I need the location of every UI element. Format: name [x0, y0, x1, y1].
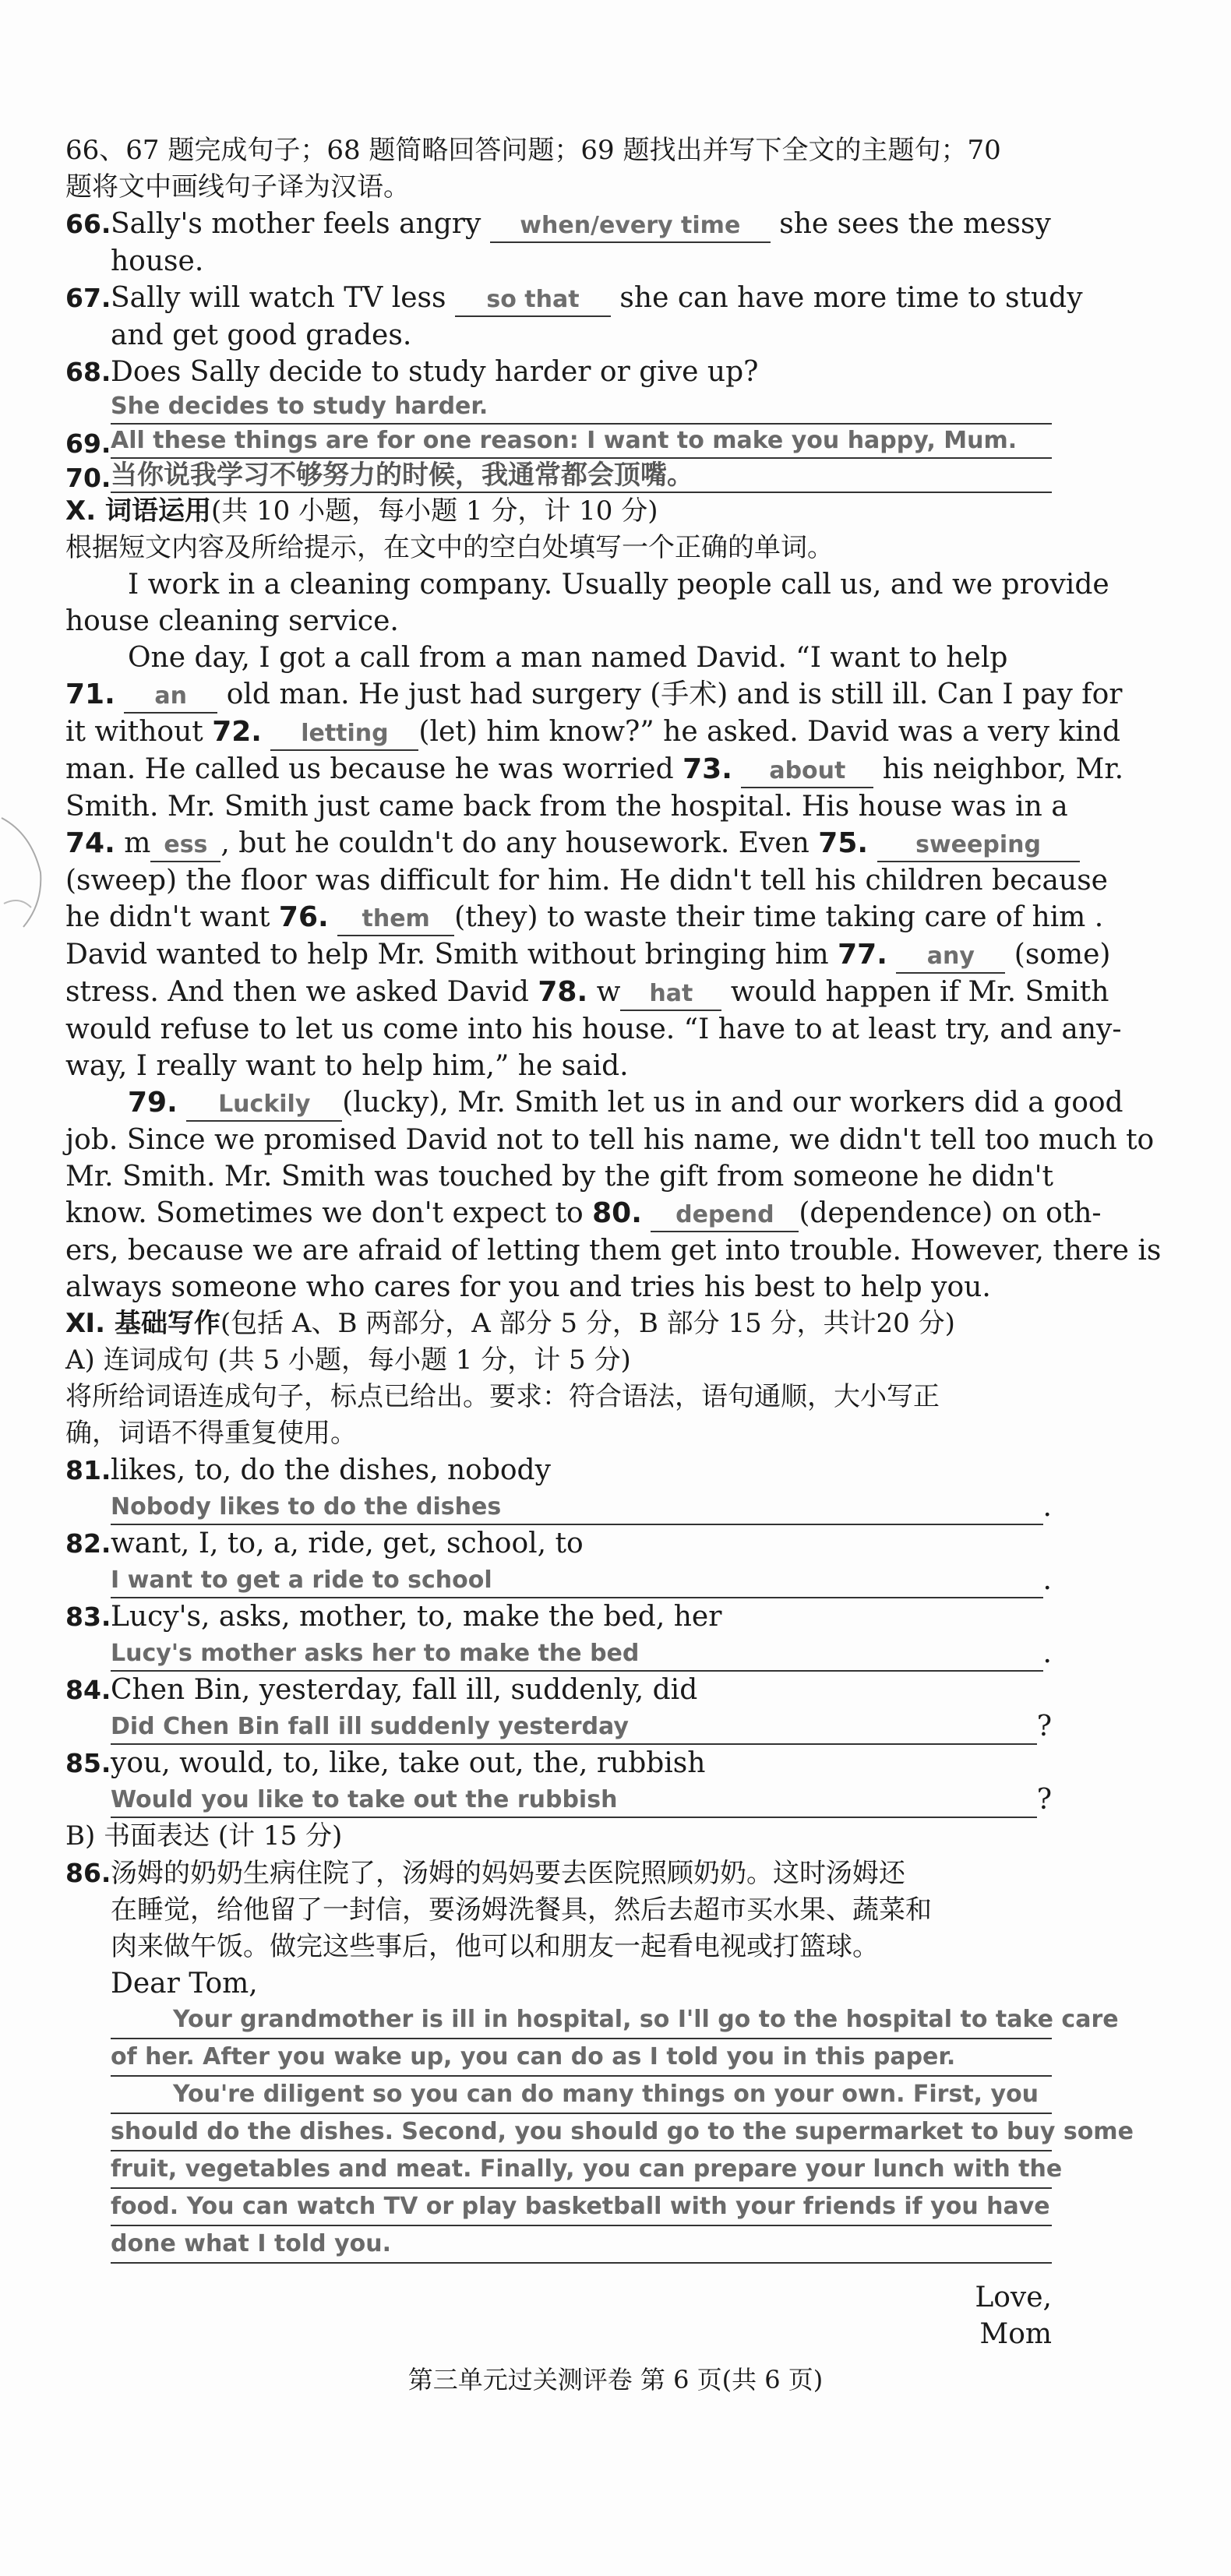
answer-line-83[interactable]: Lucy's mother asks her to make the bed [111, 1637, 1043, 1672]
answer-blank-66[interactable]: when/every time [490, 210, 771, 243]
question-number: 69. [65, 428, 111, 459]
worksheet-page [65, 132, 1162, 2352]
question-84: 84.Chen Bin, yesterday, fall ill, suddenly, did Did Chen Bin fall ill suddenly yesterday ? [65, 1672, 1052, 1745]
part-a-instruction-1: 将所给词语连成句子，标点已给出。要求：符合语法，语句通顺，大小写正 [65, 1381, 940, 1412]
question-number: 66. [65, 209, 111, 239]
question-83: 83.Lucy's, asks, mother, to, make the bed, her Lucy's mother asks her to make the bed . [65, 1598, 1052, 1672]
cloze-passage: I work in a cleaning company. Usually people call us, and we provide house cleaning service. One day, I got a call from a man named David. “I want to help 71. an old man. He just had surgery (手术) and is still ill. Can I pay for it without 72. letting (let) him know?” he asked. David was a very kind man. He called us because he was worried 73. about his neighbor, Mr. Smith. Mr. Smith just came back from the hospital. His house was in a 74. m ess , but he couldn't do any housework. Even 75. sweeping (sweep) the floor was difficult for him. He didn't tell his children because he didn't want 76. them (they) to waste their time taking care of him . David wanted to help Mr. Smith without bringing him 77. any (some) stress. And then we asked David 78. w hat would happen if Mr. Smith would refuse to let us come into his house. “I have to at least try, and any- way, I really want to help him,” he said. 79. Luckily (lucky), Mr. Smith let us in and our workers did a good job. Since we promised David not to tell his name, we didn't tell too much to Mr. Smith. Mr. Smith was touched by the gift from someone he didn't know. Sometimes we don't expect to 80. depend (dependence) on oth- ers, because we are afraid of letting them get into trouble. However, there is always someone who cares for you and tries his best to help you. [65, 569, 1162, 1303]
question-67: 67.Sally will watch TV less so that she can have more time to study [65, 280, 1052, 317]
answer-blank-76[interactable]: them [337, 904, 454, 936]
letter-closing: Love, [975, 2282, 1052, 2313]
answer-blank-73[interactable]: about [741, 756, 873, 788]
answer-line-81[interactable]: Nobody likes to do the dishes [111, 1491, 1043, 1525]
answer-blank-74[interactable]: ess [150, 830, 220, 862]
letter-body[interactable]: Your grandmother is ill in hospital, so I'll go to the hospital to take care of her. After you wake up, you can do as I told you in this paper. You're diligent so you can do many things on your own. First, you should do the dishes. Second, you should go to the supermarket to buy some fruit, vegetables and meat. Finally, you can prepare your lunch with the food. You can watch TV or play basketball with your friends if you have done what I told you. [111, 2002, 1052, 2264]
letter-greeting: Dear Tom, [111, 1968, 258, 2000]
letter-signature: Mom [979, 2318, 1052, 2350]
margin-stamp-mark [0, 810, 47, 943]
answer-blank-71[interactable]: an [124, 681, 217, 714]
part-b-heading: B) 书面表达 (计 15 分) [65, 1820, 343, 1852]
answer-blank-75[interactable]: sweeping [877, 830, 1080, 862]
answer-blank-67[interactable]: so that [455, 284, 611, 317]
answer-line-69[interactable]: All these things are for one reason: I want to make you happy, Mum. [111, 425, 1052, 459]
question-number: 67. [65, 283, 111, 313]
part-a-instruction-2: 确，词语不得重复使用。 [65, 1418, 357, 1449]
section-10-heading: Ⅹ. 词语运用(共 10 小题，每小题 1 分，计 10 分) [65, 495, 658, 527]
question-68: 68.Does Sally decide to study harder or give up? [65, 354, 1052, 390]
question-66: 66.Sally's mother feels angry when/every time she sees the messy [65, 206, 1052, 243]
answer-blank-77[interactable]: any [896, 941, 1005, 974]
answer-blank-79[interactable]: Luckily [186, 1089, 342, 1122]
section-10-instruction: 根据短文内容及所给提示，在文中的空白处填写一个正确的单词。 [65, 532, 834, 563]
question-70 [65, 459, 1052, 493]
question-81: 81.likes, to, do the dishes, nobody Nobody likes to do the dishes . [65, 1452, 1052, 1525]
answer-line-70[interactable]: 当你说我学习不够努力的时候，我通常都会顶嘴。 [111, 459, 1052, 493]
answer-line-85[interactable]: Would you like to take out the rubbish [111, 1784, 1037, 1818]
question-number: 70. [65, 463, 111, 493]
question-66-continuation: house. [111, 245, 204, 277]
question-85: 85.you, would, to, like, take out, the, rubbish Would you like to take out the rubbish ? [65, 1745, 1052, 1818]
question-86: 86.汤姆的奶奶生病住院了，汤姆的妈妈要去医院照顾奶奶。这时汤姆还 在睡觉，给他留了一封信，要汤姆洗餐具，然后去超市买水果、蔬菜和 肉来做午饭。做完这些事后，他可以和朋友一起看电视或打篮球。 Dear Tom, Your grandmother is ill in hospital, so I'll go to the hospital to take care of her. After you wake up, you can do as I told you in this paper. You're diligent so you can do many things on your own. First, you should do the dishes. Second, you should go to the supermarket to buy some fruit, vegetables and meat. Finally, you can prepare your lunch with the food. You can watch TV or play basketball with your friends if you have done what I told you. Love, Mom [65, 1855, 1052, 2352]
answer-line-84[interactable]: Did Chen Bin fall ill suddenly yesterday [111, 1711, 1037, 1745]
answer-line-68[interactable]: She decides to study harder. [111, 390, 1052, 425]
instructions-line-2: 题将文中画线句子译为汉语。 [65, 171, 410, 203]
answer-blank-78[interactable]: hat [620, 978, 721, 1011]
answer-line-82[interactable]: I want to get a ride to school [111, 1564, 1043, 1598]
question-82: 82.want, I, to, a, ride, get, school, to I want to get a ride to school . [65, 1525, 1052, 1598]
question-number: 68. [65, 357, 111, 387]
page-footer: 第三单元过关测评卷 第 6 页(共 6 页) [407, 2365, 824, 2395]
section-11-heading: Ⅺ. 基础写作(包括 A、B 两部分，A 部分 5 分，B 部分 15 分，共计20 分) [65, 1308, 955, 1339]
answer-blank-72[interactable]: letting [270, 718, 418, 751]
part-a-heading: A) 连词成句 (共 5 小题，每小题 1 分，计 5 分) [65, 1344, 631, 1376]
question-67-continuation: and get good grades. [111, 319, 412, 351]
answer-blank-80[interactable]: depend [651, 1200, 799, 1232]
question-69 [65, 425, 1052, 459]
instructions-line-1: 66、67 题完成句子；68 题简略回答问题；69 题找出并写下全文的主题句；70 [65, 135, 1001, 166]
